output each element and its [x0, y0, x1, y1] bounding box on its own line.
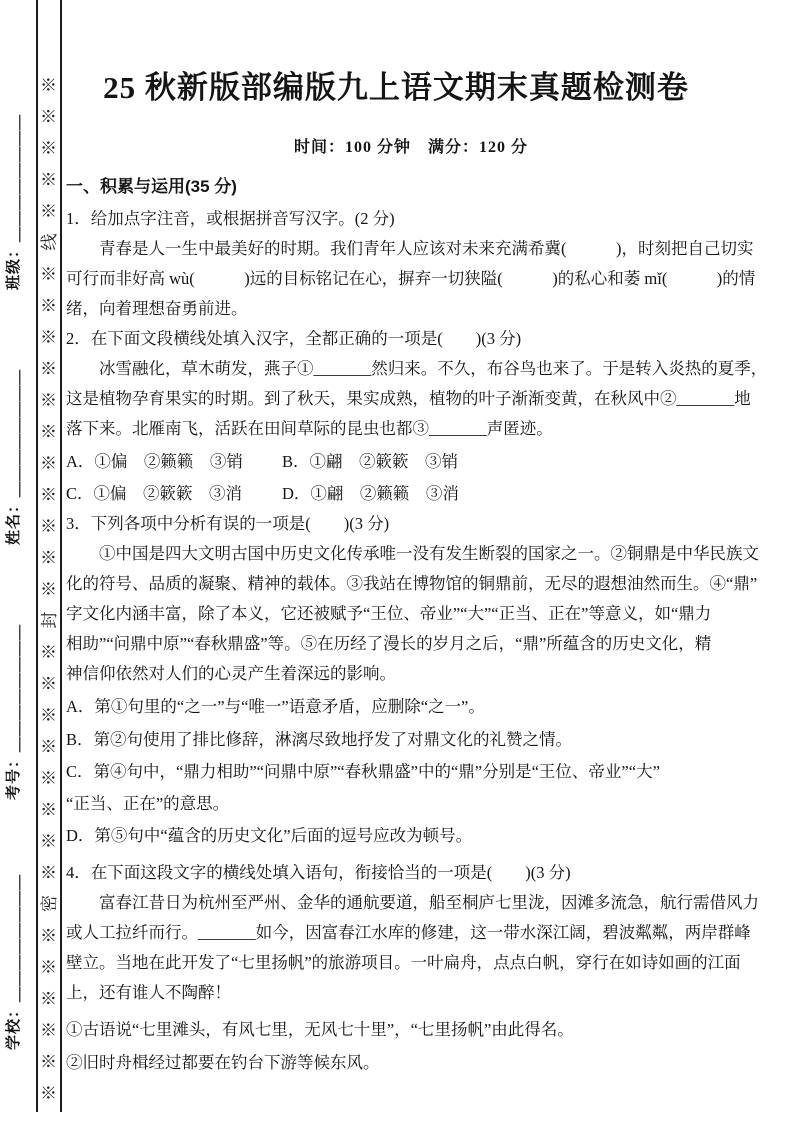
text-line: 冰雪融化，草木萌发，燕子①_______然归来。不久，布谷鸟也来了。于是转入炎热的夏季，	[99, 359, 768, 378]
text-line: ①中国是四大文明古国中历史文化传承唯一没有发生断裂的国家之一。②铜鼎是中华民族文	[99, 544, 759, 563]
paper-title-prefix: 25 秋新版	[103, 70, 241, 105]
text-line: 相助”“问鼎中原”“春秋鼎盛”等。⑤在历经了漫长的岁月之后，“鼎”所蕴含的历史文化，精	[66, 634, 712, 653]
student-info-label: 学校：＿＿＿＿＿＿＿＿	[6, 873, 22, 1050]
option-item: C．①偏 ②簌簌 ③消	[66, 484, 243, 503]
text-line: A．第①句里的“之一”与“唯一”语意矛盾，应删除“之一”。	[66, 697, 485, 716]
text-line: 神信仰依然对人们的心灵产生着深远的影响。	[66, 664, 396, 683]
text-line: 富春江昔日为杭州至严州、金华的通航要道，船至桐庐七里泷，因滩多流急，航行需借风力	[99, 893, 759, 912]
time-score-line: 时间：100 分钟 满分：120 分	[293, 139, 528, 156]
text-line: ②旧时舟楫经过都要在钓台下游等候东风。	[66, 1053, 380, 1072]
text-line: 落下来。北雁南飞，活跃在田间草际的昆虫也都③_______声匿迹。	[66, 419, 553, 438]
student-info-label: 姓名：＿＿＿＿＿＿＿＿	[6, 368, 22, 545]
text-line: 壁立。当地在此开发了“七里扬帆”的旅游项目。一叶扁舟，点点白帆，穿行在如诗如画的江面	[66, 953, 741, 972]
text-line: 青春是人一生中最美好的时期。我们青年人应该对未来充满希冀( )，时刻把自己切实	[99, 239, 754, 258]
text-line: 化的符号、品质的凝聚、精神的载体。③我站在博物馆的铜鼎前，无尽的遐想油然而生。④“鼎”	[66, 574, 758, 593]
binding-rule-left	[36, 0, 38, 1112]
section-heading: 一、积累与运用(35 分)	[66, 177, 237, 196]
text-line: “正当、正在”的意思。	[66, 794, 230, 813]
option-row	[66, 479, 771, 509]
option-item: A．①偏 ②籁籁 ③销	[66, 452, 243, 471]
option-item: D．①翩 ②籁籁 ③消	[282, 484, 459, 503]
binding-seal-line-rail: ※※※※※※密※※※※※※※※封※※※※※※※※※※※线※※※※※	[40, 61, 59, 1101]
text-line: B．第②句使用了排比修辞，淋漓尽致地抒发了对鼎文化的礼赞之情。	[66, 730, 573, 749]
student-info-label: 考号：＿＿＿＿＿＿＿＿	[6, 623, 22, 800]
option-item: B．①翩 ②簌簌 ③销	[282, 452, 459, 471]
option-row	[66, 447, 771, 477]
text-line: 绪，向着理想奋勇前进。	[66, 299, 248, 318]
binding-rule-right	[60, 0, 62, 1112]
text-line: 可行而非好高 wù( )远的目标铭记在心，摒弃一切狭隘( )的私心和萎 mǐ( )的情	[66, 269, 756, 288]
text-line: C．第④句中，“鼎力相助”“问鼎中原”“春秋鼎盛”中的“鼎”分别是“王位、帝业”“大”	[66, 762, 660, 781]
text-line: 上，还有谁人不陶醉！	[66, 983, 231, 1002]
text-line: 这是植物孕育果实的时期。到了秋天，果实成熟，植物的叶子渐渐变黄，在秋风中②_______地	[66, 389, 751, 408]
text-line: ①古语说“七里滩头，有风七里，无风七十里”，“七里扬帆”由此得名。	[66, 1020, 574, 1039]
student-info-label: 班级：＿＿＿＿＿＿＿＿	[6, 113, 22, 290]
paper-title-main: 部编版九上语文期末真题检测卷	[240, 70, 689, 105]
text-line: D．第⑤句中“蕴含的历史文化”后面的逗号应改为顿号。	[66, 826, 473, 845]
text-line: 或人工拉纤而行。_______如今，因富春江水库的修建，这一带水深江阔，碧波粼粼，两岸群峰	[66, 923, 751, 942]
paper-title	[66, 62, 726, 107]
question-area	[66, 170, 771, 1078]
text-line: 字文化内涵丰富，除了本义，它还被赋予“王位、帝业”“大”“正当、正在”等意义，如“鼎力	[66, 604, 712, 623]
question-line: 3．下列各项中分析有误的一项是( )(3 分)	[66, 514, 390, 533]
question-line: 1．给加点字注音，或根据拼音写汉字。(2 分)	[66, 209, 395, 228]
question-line: 4．在下面这段文字的横线处填入语句，衔接恰当的一项是( )(3 分)	[66, 863, 571, 882]
question-line: 2．在下面文段横线处填入汉字，全都正确的一项是( )(3 分)	[66, 329, 522, 348]
